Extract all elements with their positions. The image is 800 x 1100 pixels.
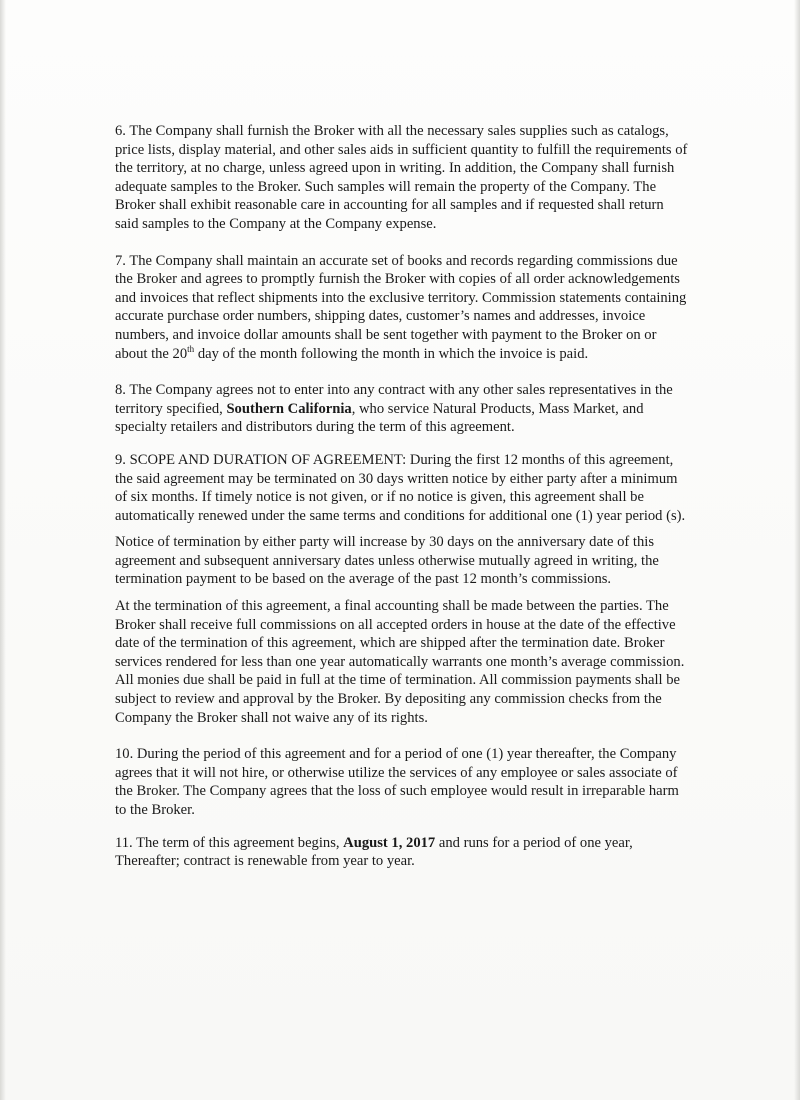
paragraph-11-text: 11. The term of this agreement begins, xyxy=(115,834,344,851)
start-date: August 1, 2017 xyxy=(343,834,436,851)
paragraph-6: 6. The Company shall furnish the Broker with all the necessary sales supplies such as catalogs, price lists, display material, and other sales aids in sufficient quantity to fulfill the requirements of the territory, at no charge, unless agreed upon in writing. In addition, the Company shall furnish adequate samples to the Broker. Such samples will remain the property of the Company. The Broker shall exhibit reasonable care in accounting for all samples and if requested shall return said samples to the Company at the Company expense. xyxy=(115,123,688,232)
paragraph-8-text: 8. The Company agrees not to enter into any contract with any other sales representatives in the territory specified, xyxy=(115,382,673,417)
paragraph-8 xyxy=(115,381,688,437)
paragraph-11 xyxy=(115,834,688,871)
ordinal-suffix: th xyxy=(187,343,195,354)
territory-name: Southern California xyxy=(226,400,352,417)
scan-edge-right xyxy=(794,0,800,1100)
paragraph-8-text-end: , who service Natural Products, Mass Market, and specialty retailers and distributors during the term of this agreement. xyxy=(115,400,644,436)
paragraph-7-text-end: day of the month following the month in which the invoice is paid. xyxy=(194,345,589,362)
paragraph-9: 9. SCOPE AND DURATION OF AGREEMENT: During the first 12 months of this agreement, the said agreement may be terminated on 30 days written notice by either party after a minimum of six months. If timely notice is not given, or if no notice is given, this agreement shall be automatically renewed under the same terms and conditions for additional one (1) year period (s). xyxy=(115,451,686,524)
paragraph-10: 10. During the period of this agreement and for a period of one (1) year thereafter, the Company agrees that it will not hire, or otherwise utilize the services of any employee or sales associate of the Broker. The Company agrees that the loss of such employee would result in irreparable harm to the Broker. xyxy=(115,746,679,818)
paragraph-11-text-end: and runs for a period of one year, Thereafter; contract is renewable from year to year. xyxy=(115,834,633,870)
scan-edge-left xyxy=(0,0,6,1100)
paragraph-7 xyxy=(115,252,688,364)
paragraph-7-text: 7. The Company shall maintain an accurate set of books and records regarding commissions due the Broker and agrees to promptly furnish the Broker with copies of all order acknowledgements and invoices that reflect shipments into the exclusive territory. Commission statements containing accurate purchase order numbers, shipping dates, customer’s names and addresses, invoice numbers, and invoice dollar amounts shall be sent together with payment to the Broker on or about the 20 xyxy=(115,252,687,362)
paragraph-9-termination: At the termination of this agreement, a final accounting shall be made between the parties. The Broker shall receive full commissions on all accepted orders in house at the date of the effective date of the termination of this agreement, which are shipped after the termination date. Broker services rendered for less than one year automatically warrants one month’s average commission. All monies due shall be paid in full at the time of termination. All commission payments shall be subject to review and approval by the Broker. By depositing any commission checks from the Company the Broker shall not waive any of its rights. xyxy=(115,598,685,726)
paragraph-9-notice: Notice of termination by either party will increase by 30 days on the anniversary date of this agreement and subsequent anniversary dates unless otherwise mutually agreed in writing, the termination payment to be based on the average of the past 12 month’s commissions. xyxy=(115,534,659,588)
